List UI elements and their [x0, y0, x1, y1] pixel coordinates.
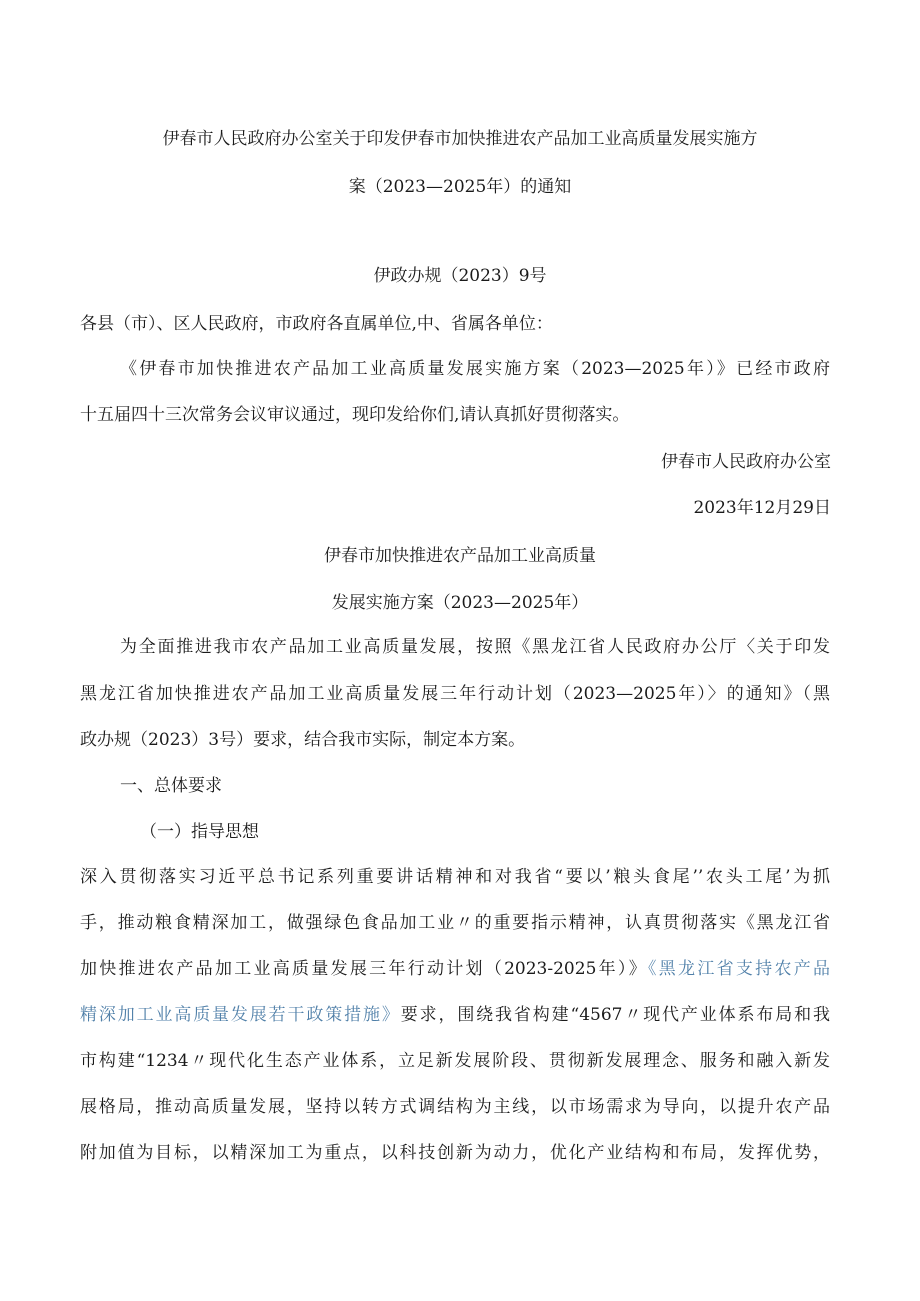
- policy-link-part-2[interactable]: 精深加工业高质量发展若干政策措施》: [80, 1005, 401, 1025]
- issuer: 伊春市人民政府办公室: [661, 452, 831, 472]
- body-line-5: 市构建“1234〃现代化生态产业体系，立足新发展阶段、贯彻新发展理念、服务和融入新发: [80, 1051, 830, 1071]
- plan-title-line-1: 伊春市加快推进农产品加工业高质量: [324, 546, 596, 566]
- notice-line-1: 《伊春市加快推进农产品加工业高质量发展实施方案（2023—2025年）》已经市政府: [120, 359, 830, 379]
- doc-title-line-1: 伊春市人民政府办公室关于印发伊春市加快推进农产品加工业高质量发展实施方: [162, 129, 758, 149]
- doc-number: 伊政办规（2023）9号: [373, 266, 547, 286]
- body-line-2: 手，推动粮食精深加工，做强绿色食品加工业〃的重要指示精神，认真贯彻落实《黑龙江省: [80, 913, 830, 933]
- body-line-4-text: 要求，围绕我省构建“4567〃现代产业体系布局和我: [400, 1005, 830, 1025]
- notice-line-2: 十五届四十三次常务会议审议通过，现印发给你们,请认真抓好贯彻落实。: [80, 405, 630, 425]
- body-line-6: 展格局，推动高质量发展，坚持以转方式调结构为主线，以市场需求为导向，以提升农产品: [80, 1097, 830, 1117]
- body-line-7: 附加值为目标，以精深加工为重点，以科技创新为动力，优化产业结构和布局，发挥优势，: [80, 1143, 830, 1163]
- issue-date: 2023年12月29日: [693, 498, 831, 518]
- section-heading-1: 一、总体要求: [120, 776, 222, 796]
- addressee: 各县（市）、区人民政府，市政府各直属单位,中、省属各单位：: [80, 314, 553, 334]
- body-line-3: [80, 958, 830, 980]
- doc-title-line-2: 案（2023—2025年）的通知: [348, 177, 572, 197]
- intro-line-3: 政办规（2023）3号）要求，结合我市实际，制定本方案。: [80, 730, 526, 750]
- intro-line-1: 为全面推进我市农产品加工业高质量发展，按照《黑龙江省人民政府办公厅〈关于印发: [120, 637, 830, 657]
- policy-link-part-1[interactable]: 《黑龙江省支持农产品: [648, 959, 830, 979]
- subsection-heading-1: （一）指导思想: [140, 822, 259, 842]
- plan-title-line-2: 发展实施方案（2023—2025年）: [331, 593, 589, 613]
- body-line-3-text: 加快推进农产品加工业高质量发展三年行动计划（2023-2025年）》: [80, 959, 648, 979]
- body-line-4: [80, 1004, 830, 1026]
- intro-line-2: 黑龙江省加快推进农产品加工业高质量发展三年行动计划（2023—2025年）〉的通知》（黑: [80, 684, 830, 704]
- body-line-1: 深入贯彻落实习近平总书记系列重要讲话精神和对我省“要以’粮头食尾’’农头工尾’为抓: [80, 867, 830, 887]
